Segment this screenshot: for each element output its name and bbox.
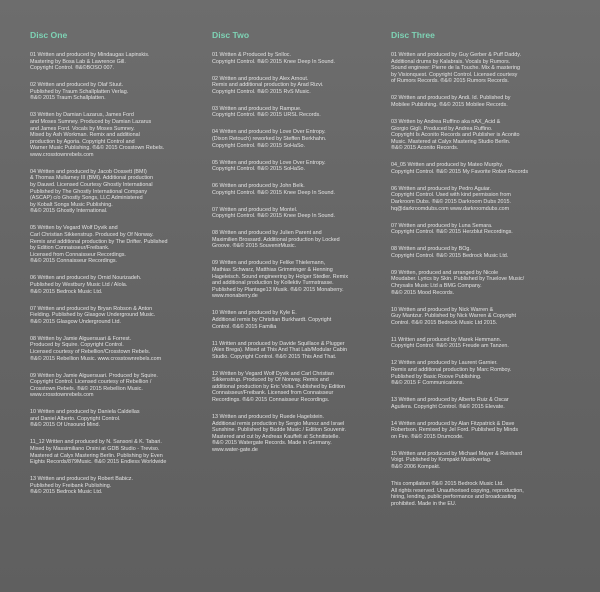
credit-line: 14 Written and produced by Alan Fitzpatrick & Dave	[391, 420, 515, 427]
credit-entry	[30, 82, 208, 102]
credit-line: Copyright Control. ®&© 2015 RvS Music.	[212, 88, 311, 95]
credit-line: ®&© 2015 Glasgow Underground Ltd.	[30, 318, 121, 325]
credit-line: Published by The Ghostly International Company	[30, 188, 148, 195]
credit-line: Mastered at Calyx Mastering Berlin. Publishing by Even	[30, 452, 163, 459]
credit-line: 05 Written by Vegard Wolf Dyvik and	[30, 225, 118, 232]
credit-entry	[391, 307, 569, 327]
credit-line: 13 Written and produced by Robert Babicz.	[30, 476, 133, 483]
credit-entry	[212, 76, 390, 96]
column-disc-two	[212, 30, 390, 464]
credit-entry	[30, 52, 208, 72]
credit-line: Copyright Control. ®&© 2015 Freude am Tanzen.	[391, 343, 509, 350]
credit-line: Music. Mastered at Calyx Mastering Studio Berlin.	[391, 138, 511, 145]
credit-line: Control. ®&© 2015 Bedrock Music Ltd 2015.	[391, 319, 498, 326]
credit-entry	[30, 373, 208, 399]
credit-line: Licensed from Connaisseur Recordings.	[30, 251, 126, 258]
credit-entry	[30, 306, 208, 326]
credit-line: Copyright Control. ®&© 2015 SoHaSo.	[212, 166, 306, 173]
credit-line: 03 Written and produced by Rampue.	[212, 105, 302, 112]
credit-line: 12 Written by Vegard Wolf Dyvik and Carl Christian	[212, 370, 334, 377]
credit-line: ®&© 2015 Mood Records.	[391, 289, 455, 296]
credit-line: Control. ®&© 2015 Familia	[212, 323, 277, 330]
disc-heading: Disc One	[30, 30, 68, 40]
credit-line: Copyright Control. Used with kind permission from	[391, 192, 511, 199]
credit-line: 13 Written and produced by Alberto Ruiz & Oscar	[391, 397, 509, 404]
credit-line: additional production by Eric Volta. Published by Edition	[212, 383, 346, 390]
credit-entry	[391, 246, 569, 259]
credit-entry	[30, 409, 208, 429]
credit-line: ®&© 2015 Ghostly International.	[30, 208, 108, 215]
credit-line: Additional remix production by Sergio Munoz and Israel	[212, 420, 345, 427]
credit-line: 15 Written and produced by Michael Mayer & Reinhard	[391, 450, 523, 457]
credit-entry	[30, 225, 208, 265]
credit-line: Published by Plantage13 Musik. ®&© 2015 Monaberry.	[212, 286, 344, 293]
credit-entry	[212, 371, 390, 404]
credit-entry	[212, 414, 390, 454]
credit-line: 09 Written by Jamie Alguersuari. Produced by Squire.	[30, 372, 158, 379]
credit-line: Mathias Schwarz, Matthias Grimminger & Henning	[212, 267, 333, 273]
credit-line: www.water-gate.de	[212, 447, 258, 454]
credit-line: Mixed by Massimiliano Orsini at GDB Studio - Treviso.	[30, 446, 160, 453]
credit-line: Robertson. Remixed by Jel Ford. Published by Minds	[391, 427, 519, 434]
credit-line: 12 Written and produced by Laurent Garnier.	[391, 360, 498, 367]
credit-line: Additional remix by Christian Burkhardt. Copyright	[212, 316, 332, 323]
credit-line: 08 Written by Jamie Alguersuari & Forrest.	[30, 335, 132, 342]
credit-line: 06 Written and produced by John Belk.	[212, 183, 305, 190]
credit-entry	[391, 421, 569, 441]
credit-line: ®&© 2015 Rebellion Music. www.crosstownrebels.com	[30, 355, 162, 362]
credit-line: Darkroom Dubs. ®&© 2015 Darkroom Dubs 2015.	[391, 199, 511, 206]
credit-line: Hageleisch. Sound engineering by Holger Stedler. Remix	[212, 273, 349, 280]
credit-entry	[30, 439, 208, 465]
credit-line: Copyright Is Aconito Records and Publisher is Aconito	[391, 132, 520, 139]
credit-line: Eights Records/879Music. ®&© 2015 Endless Worldwide	[30, 459, 167, 466]
credit-line: Groove. ®&© 2015 SouvenirMusic.	[212, 243, 297, 250]
credit-line: Remix and additional production by The Drifter. Published	[30, 238, 168, 245]
credit-line: Warner Music Publishing. ®&© 2015 Crosstown Rebels.	[30, 145, 165, 152]
credit-line: Remix and additional production by Arad Rizvi.	[212, 82, 324, 89]
credit-line: prohibited. Made in the EU.	[391, 500, 457, 507]
credit-line: 07 Written and produced by Montel.	[212, 206, 298, 213]
credit-entry	[212, 183, 390, 196]
credit-line: ®&© 2015 Aconito Records.	[391, 145, 459, 152]
credit-line: 01 Written and produced by Guy Gerber & Puff Daddy.	[391, 52, 522, 58]
credit-line: Copyright Control. ®&© 2015 Knee Deep In Sound.	[212, 213, 336, 220]
credit-line: 01 Written and produced by Mindaugas Lapinskis.	[30, 52, 150, 58]
credit-line: www.crosstownrebels.com	[30, 392, 94, 399]
credit-line: Licensed courtesy of Rebellion/Crosstown Rebels.	[30, 348, 151, 355]
credit-line: Crosstown Rebels. ®&© 2015 Rebellion Music.	[30, 385, 143, 392]
credit-line: (ASCAP) c/o Ghostly Songs, LLC Administered	[30, 195, 143, 202]
credit-entry	[391, 270, 569, 296]
credit-line: www.crosstownrebels.com	[30, 151, 94, 158]
credit-entry	[391, 223, 569, 236]
credit-entry	[30, 476, 208, 496]
credit-line: 13 Written and produced by Ruede Hagelstein.	[212, 414, 324, 421]
credit-entry	[212, 310, 390, 330]
credit-line: Sikkenstrup. Produced by Of Norway. Remix and	[212, 377, 329, 384]
credit-line: This compilation ®&© 2015 Bedrock Music Ltd.	[391, 481, 504, 487]
credit-line: 04 Written and produced by Jacob Oossett (BMI)	[30, 168, 147, 175]
credit-line: Published by Westbury Music Ltd / Alola.	[30, 281, 128, 288]
credit-line: Maximilien Brossard. Additional production by Locked	[212, 236, 340, 243]
credit-line: Copyright Control. ®&© 2015 Knee Deep In Sound.	[212, 189, 336, 196]
credit-line: ®&© 2015 Bedrock Music Ltd.	[30, 489, 103, 496]
column-disc-one	[30, 30, 208, 506]
credit-line: production by Agoria. Copyright Control and	[30, 138, 135, 145]
credit-entry	[30, 336, 208, 362]
credit-entry	[212, 160, 390, 173]
credit-entry	[391, 481, 569, 507]
credit-line: Sunshine. Published by Budde Music / Edition Souvenir.	[212, 427, 346, 434]
credit-line: Copyright Control. ®&© 2015 Knee Deep In Sound.	[212, 58, 336, 65]
credit-line: on Fire. ®&© 2015 Drumcode.	[391, 433, 464, 440]
credit-entry	[391, 52, 569, 85]
credit-line: (Dixon Retouch) reworked by Steffen Berkhahn.	[212, 135, 327, 142]
credit-line: 05 Written and produced by Love Over Entropy.	[212, 159, 326, 166]
credit-line: by Visionquest. Copyright Control. Licensed courtesy	[391, 71, 518, 78]
credit-line: ®&© 2015 Traum Schallplatten.	[30, 95, 106, 102]
credit-line: Produced by Squire. Copyright Control.	[30, 342, 124, 349]
column-disc-three	[391, 30, 569, 518]
credit-line: Chrysalis Music Ltd a BMG Company.	[391, 282, 482, 289]
credit-line: of Rumors Records. ®&© 2015 Rumors Records.	[391, 78, 509, 85]
disc-heading: Disc Three	[391, 30, 435, 40]
credit-line: ®&© 2015 Watergate Records. Made in Germany.	[212, 440, 332, 447]
credit-line: Mobilee Publishing. ®&© 2015 Mobilee Records.	[391, 101, 508, 108]
credit-entry	[391, 360, 569, 386]
credit-line: by Kobalt Songs Music Publishing.	[30, 201, 113, 208]
credit-line: 02 Written and produced by Alex Arnout.	[212, 75, 309, 82]
credit-line: 04_05 Written and produced by Mateo Murphy.	[391, 162, 504, 169]
credit-line: 03 Written by Andrea Ruffino aka nAX_Acid &	[391, 118, 501, 125]
credit-line: by Dauwd. Licensed Courtesy Ghostly International	[30, 182, 153, 189]
credit-line: ®&© 2006 Kompakt.	[391, 464, 441, 471]
credit-entry	[212, 52, 390, 65]
credit-line: Copyright Control. Licensed courtesy of Rebellion /	[30, 379, 152, 386]
credit-line: 07 Written and produced by Bryan Robson & Anton	[30, 305, 153, 312]
credit-entry	[212, 129, 390, 149]
credit-line: 01 Written & Produced by Snlloc.	[212, 52, 292, 58]
credit-entry	[212, 260, 390, 300]
credit-line: 07 Written and produced by Luna Semara.	[391, 222, 493, 229]
credit-entry	[30, 275, 208, 295]
credit-line: 02 Written and produced by Olaf Stuut.	[30, 82, 124, 89]
credit-entry	[391, 337, 569, 350]
credit-line: and Moses Sumney. Produced by Damian Lazarus	[30, 118, 152, 125]
credit-line: 10 Written and produced by Daniela Caldellas	[30, 409, 140, 416]
credit-line: Mixed by Ash Workman. Remix and additional	[30, 132, 140, 139]
credit-line: Mastering by Bosa Lab & Lawrence Gill.	[30, 58, 126, 65]
credit-line: ®&© 2015 F Communications.	[391, 380, 464, 387]
credit-line: ®&© 2015 Connaisseur Recordings.	[30, 258, 118, 265]
credit-line: 11_12 Written and produced by N. Sansoni & K. Tabari.	[30, 439, 162, 446]
credit-line: 03 Written by Damian Lazarus, James Ford	[30, 112, 134, 119]
credit-line: 10 Written and produced by Nick Warren &	[391, 306, 494, 313]
credit-line: Copyright Control. ®&© 2015 My Favorite Robot Records	[391, 168, 529, 175]
credit-line: Copyright Control. ®&© 2015 SoHaSo.	[212, 142, 306, 149]
credit-line: 06 Written and produced by Ornid Nourizadeh.	[30, 275, 142, 282]
credit-entry	[212, 106, 390, 119]
credit-entry	[391, 95, 569, 108]
credit-line: by Edition Connaisseur/Freibank.	[30, 245, 110, 252]
credit-line: Moudaber. Lyrics by Skin. Published by Truelove Music/	[391, 276, 525, 283]
credit-line: 08 Written and produced by Julien Parent and	[212, 230, 322, 237]
credit-line: Remix and additional production by Marc Romboy.	[391, 366, 512, 373]
credit-line: hiring, lending, public performance and broadcasting	[391, 494, 517, 501]
credit-line: Mastered and cut by Andreas Kauffelt at Schnittstelle.	[212, 433, 340, 440]
credit-entry	[30, 169, 208, 215]
credit-line: 10 Written and produced by Kyle E.	[212, 310, 297, 317]
credit-line: www.monaberry.de	[212, 293, 258, 300]
credit-line: (Alex Brega). Mixed at This And That Lab/Modular Cabin	[212, 347, 347, 354]
credit-line: Recordings. ®&© 2015 Connaisseur Recordings.	[212, 397, 330, 404]
credit-line: Aguilera. Copyright Control. ®&© 2015 Elevate.	[391, 403, 505, 410]
credit-entry	[391, 397, 569, 410]
credit-line: and Daniel Alberto. Copyright Control.	[30, 415, 121, 422]
credit-entry	[391, 119, 569, 152]
credit-line: 11 Written and produced by Davide Squillace & Plugger	[212, 340, 345, 347]
credit-line: 09 Written and produced by Felike Thielemann,	[212, 260, 326, 267]
credit-entry	[212, 341, 390, 361]
credit-line: Additional drums by Kalabrais. Vocals by Rumors.	[391, 58, 511, 65]
credit-line: Connaisseur/Freibank. Licensed from Connaisseur	[212, 390, 334, 397]
credit-entry	[212, 230, 390, 250]
credit-line: 06 Written and produced by Pedro Aguiar.	[391, 185, 491, 192]
credit-line: 11 Written and produced by Marek Hemmann.	[391, 336, 502, 343]
credit-line: Copyright Control. ®&© 2015 URSL Records.	[212, 112, 321, 119]
credit-line: and additional production by Kollektiv Turmstrasse.	[212, 280, 334, 287]
disc-heading: Disc Two	[212, 30, 250, 40]
credit-entry	[391, 451, 569, 471]
credit-line: Published by Traum Schallplatten Verlag.	[30, 88, 129, 95]
credit-line: Fielding. Published by Glasgow Underground Music.	[30, 312, 156, 319]
credit-line: Sound engineer: Pierre de la Touche. Mix & mastering	[391, 65, 521, 72]
credit-line: Carl Christian Sikkenstrup. Produced by Of Norway.	[30, 232, 154, 239]
credit-line: & Thomas Mullarney III (BMI). Additional production	[30, 175, 154, 182]
credit-entry	[212, 207, 390, 220]
credit-line: Studio. Copyright Control. ®&© 2015 This And That.	[212, 353, 337, 360]
credit-line: ®&© 2015 Bedrock Music Ltd.	[30, 288, 103, 295]
credit-line: Copyright Control. ®&© 2015 Bedrock Music Ltd.	[391, 252, 509, 259]
credit-line: ®&© 2015 Of Unsound Mind.	[30, 422, 100, 429]
credit-line: hq@darkroomdubs.com www.darkroomdubs.com	[391, 205, 510, 212]
credit-line: Published by Freibank Publishing.	[30, 482, 112, 489]
credit-line: 02 Written and produced by Andi. Id. Published by	[391, 95, 511, 102]
credit-entry	[391, 162, 569, 175]
credit-line: 04 Written and produced by Love Over Entropy.	[212, 129, 326, 136]
credit-entry	[391, 186, 569, 212]
credit-line: Giorgio Gigli. Produced by Andrea Ruffino.	[391, 125, 493, 132]
credit-line: Published by Basic Roove Publishing.	[391, 373, 482, 380]
credit-line: Voigt. Published by Kompakt Musikverlag.	[391, 457, 492, 464]
credit-entry	[30, 112, 208, 158]
credit-line: 08 Written and produced by BOg.	[391, 246, 471, 253]
credit-line: Guy Mantzur. Published by Nick Warren & Copyright	[391, 313, 517, 320]
credit-line: Copyright Control. ®&© 2015 Herzblut Recordings.	[391, 229, 513, 236]
credit-line: Copyright Control. ®&©BOSO 007.	[30, 65, 115, 72]
credit-line: and James Ford. Vocals by Moses Sumney.	[30, 125, 135, 132]
credit-line: All rights reserved. Unauthorised copying, reproduction,	[391, 487, 524, 494]
credit-line: 09 Written, produced and arranged by Nicole	[391, 269, 499, 276]
